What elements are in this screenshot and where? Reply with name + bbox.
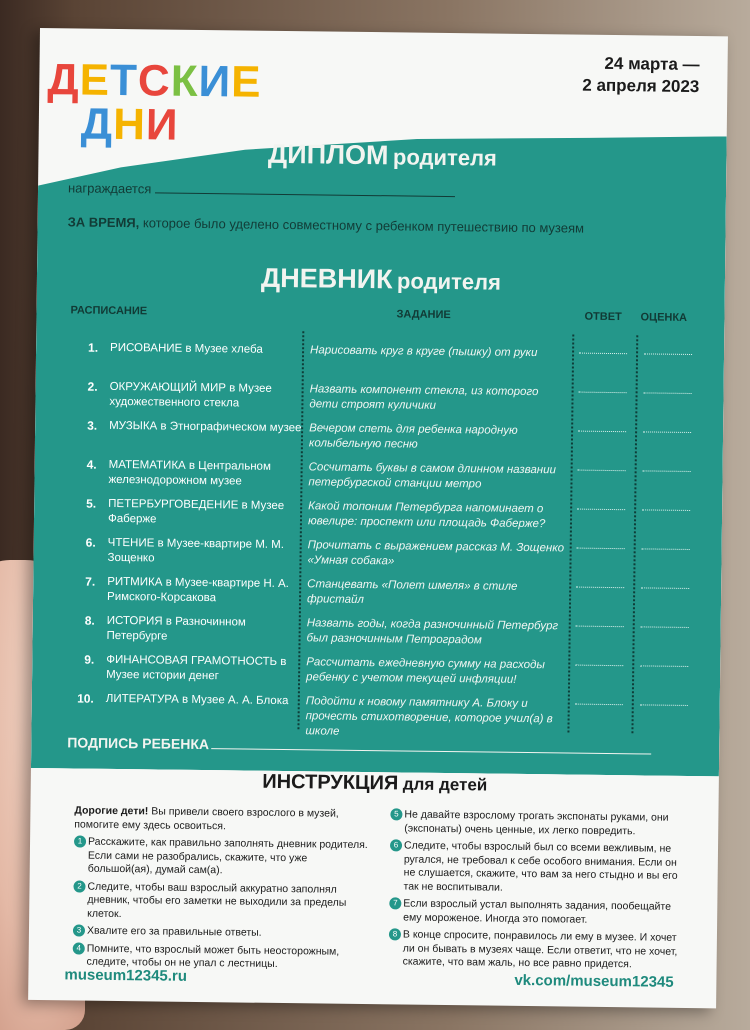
row-task: Нарисовать круг в круге (пышку) от руки [310, 344, 538, 360]
instruction-number-badge: 3 [73, 924, 85, 936]
instruction-item [390, 808, 690, 839]
instruction-text: В конце спросите, понравилось ли ему в музее. И хочет ли он бывать в музеях чаще. Если ответит, что не хочет, скажите, что вам жаль, но все равно придется. [402, 928, 678, 971]
instructions-title-big: ИНСТРУКЦИЯ [262, 770, 399, 795]
logo-line-1 [47, 55, 262, 107]
instruction-number-badge: 7 [389, 897, 401, 909]
column-grade: ОЦЕНКА [640, 311, 688, 324]
row-task: Станцевать «Полет шмеля» в стиле фристайл [306, 578, 518, 606]
row-number: 5. [86, 496, 97, 511]
answer-field[interactable] [579, 347, 627, 355]
instruction-number-badge: 5 [390, 808, 402, 820]
intro-bold: Дорогие дети! [74, 804, 149, 818]
awarded-blank [155, 192, 455, 197]
answer-field[interactable] [578, 425, 626, 433]
instruction-number-badge: 6 [390, 839, 402, 851]
row-subject: ОКРУЖАЮЩИЙ МИР в Музее художественного стекла [109, 380, 272, 410]
footer-site: museum12345.ru [64, 966, 188, 985]
grade-field[interactable] [642, 542, 690, 550]
signature-label: ПОДПИСЬ РЕБЕНКА [67, 734, 210, 753]
logo-letter: Д [80, 99, 114, 149]
event-dates [582, 53, 700, 98]
row-subject: ПЕТЕРБУРГОВЕДЕНИЕ в Музее Фаберже [107, 497, 285, 526]
logo-letter: И [198, 56, 232, 107]
grade-field[interactable] [642, 503, 690, 511]
instruction-item [73, 924, 373, 941]
row-subject: ЛИТЕРАТУРА в Музее А. А. Блока [105, 692, 289, 708]
paper-sheet [28, 28, 728, 1008]
logo-letter: С [137, 56, 172, 106]
answer-field[interactable] [577, 503, 625, 511]
instructions-right [388, 808, 690, 976]
row-task: Рассчитать ежедневную сумму на расходы ребенку с учетом текущей инфляции! [306, 656, 545, 686]
logo-letter: И [145, 100, 179, 150]
row-subject: ИСТОРИЯ в Разночинном Петербурге [106, 614, 246, 643]
during-rest: которое было уделено совместному с ребенком путешествию по музеям [142, 215, 585, 236]
row-number: 10. [77, 691, 94, 706]
row-number: 8. [84, 613, 95, 628]
row-subject: ЧТЕНИЕ в Музее-квартире М. М. Зощенко [107, 536, 285, 565]
diploma-title-small: родителя [392, 144, 498, 171]
logo-letter: Т [109, 55, 139, 106]
diary-row [59, 687, 699, 738]
answer-field[interactable] [577, 542, 625, 550]
answer-field[interactable] [576, 620, 624, 628]
grade-field[interactable] [640, 698, 688, 706]
instruction-number-badge: 2 [73, 880, 85, 892]
instruction-item [389, 897, 689, 928]
instruction-text: Хвалите его за правильные ответы. [86, 924, 262, 939]
instructions-intro [74, 804, 374, 835]
instruction-item [389, 839, 690, 897]
column-answer: ОТВЕТ [584, 310, 622, 324]
dates-line-2: 2 апреля 2023 [582, 75, 700, 97]
row-task: Сосчитать буквы в самом длинном названии петербургской станции метро [308, 461, 557, 491]
row-subject: МУЗЫКА в Этнографическом музее [109, 419, 302, 435]
diary-title-small: родителя [396, 268, 502, 295]
row-number: 3. [87, 418, 98, 433]
answer-field[interactable] [576, 581, 624, 589]
row-task: Подойти к новому памятнику А. Блоку и прочесть стихотворение, которое учил(а) в школе [305, 695, 553, 738]
logo-letter: К [170, 56, 199, 106]
row-subject: ФИНАНСОВАЯ ГРАМОТНОСТЬ в Музее истории денег [106, 653, 287, 683]
awarded-label: награждается [67, 180, 152, 197]
instruction-number-badge: 4 [73, 942, 85, 954]
row-subject: РИТМИКА в Музее-квартире Н. А. Римского-Корсакова [106, 575, 289, 605]
diary-title-big: ДНЕВНИК [260, 262, 393, 295]
answer-field[interactable] [575, 698, 623, 706]
column-schedule: РАСПИСАНИЕ [70, 304, 148, 318]
grade-field[interactable] [644, 347, 692, 355]
answer-field[interactable] [578, 464, 626, 472]
intro-rest: Вы привели своего взрослого в музей, помогите ему здесь освоиться. [74, 805, 339, 832]
row-task: Вечером спеть для ребенка народную колыбельную песню [308, 422, 518, 451]
logo-letter: Д [47, 55, 81, 105]
dates-line-1: 24 марта — [604, 53, 700, 75]
row-task: Какой топоним Петербурга напоминает о ювелире: проспект или площадь Фаберже? [307, 500, 546, 531]
instruction-item [74, 835, 374, 879]
row-task: Назвать компонент стекла, из которого дети строят куличики [309, 383, 539, 412]
column-task: ЗАДАНИЕ [396, 308, 451, 322]
grade-field[interactable] [640, 659, 688, 667]
row-number: 9. [84, 652, 95, 667]
instruction-text: Помните, что взрослый может быть неосторожным, следите, чтобы он не упал с лестницы. [86, 942, 340, 970]
diary-table [59, 336, 704, 738]
answer-field[interactable] [575, 659, 623, 667]
during-bold: ЗА ВРЕМЯ, [67, 214, 140, 231]
instruction-text: Не давайте взрослому трогать экспонаты руками, они (экспонаты) очень ценные, их легко повредить. [404, 808, 669, 837]
instruction-text: Следите, чтобы взрослый был со всеми вежливым, не ругался, не требовал к себе особого внимания. Если он не слушается, скажите, что вам за него стыдно и вы его так не воспитывали. [403, 839, 678, 894]
instructions-left [72, 804, 374, 976]
instructions-title-small: для детей [402, 774, 488, 795]
instruction-item [73, 880, 373, 924]
row-subject: МАТЕМАТИКА в Центральном железнодорожном музее [108, 458, 271, 488]
instruction-text: Следите, чтобы ваш взрослый аккуратно заполнял дневник, чтобы его заметки не выходили за пределы клеток. [87, 880, 347, 920]
grade-field[interactable] [641, 581, 689, 589]
row-number: 2. [87, 379, 98, 394]
footer-vk: vk.com/museum12345 [514, 971, 674, 991]
answer-field[interactable] [579, 386, 627, 394]
instruction-item [389, 928, 689, 972]
diploma-title-big: ДИПЛОМ [267, 138, 389, 171]
instruction-text: Расскажите, как правильно заполнять дневник родителя. Если сами не разобрались, скажите, что уже большой(ая), думай сам(а). [87, 835, 368, 877]
row-subject: РИСОВАНИЕ в Музее хлеба [110, 341, 263, 356]
row-number: 1. [87, 340, 99, 355]
instruction-number-badge: 1 [74, 835, 86, 847]
logo-letter: Е [79, 55, 111, 105]
grade-field[interactable] [643, 464, 691, 472]
grade-field[interactable] [644, 386, 692, 394]
grade-field[interactable] [643, 425, 691, 433]
row-number: 6. [85, 535, 96, 550]
logo-letter: Е [230, 57, 262, 107]
logo-letter: Н [112, 99, 147, 150]
instruction-number-badge: 8 [389, 928, 401, 940]
row-task: Прочитать с выражением рассказ М. Зощенко «Умная собака» [307, 539, 565, 568]
row-number: 7. [85, 574, 96, 589]
row-task: Назвать годы, когда разночинный Петербург был разночинным Петроградом [306, 617, 559, 647]
row-number: 4. [86, 457, 97, 472]
grade-field[interactable] [641, 620, 689, 628]
instruction-text: Если взрослый устал выполнять задания, пообещайте ему мороженое. Иногда это помогает. [403, 897, 672, 926]
